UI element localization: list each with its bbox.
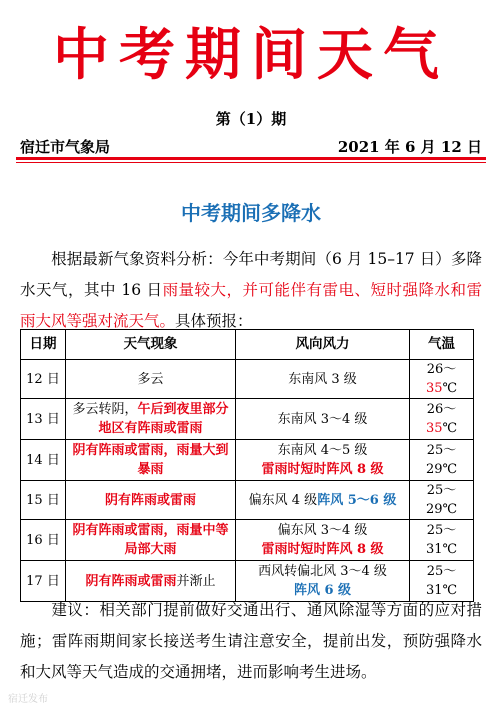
intro-highlight: 雨量较大，并可能伴有雷电、短时强降水和雷雨大风等强对流天气。 [20, 281, 483, 330]
cell-date: 16 日 [21, 520, 66, 561]
cell-wind [236, 440, 410, 481]
temp-high: 35 [425, 381, 443, 396]
col-date-header: 日期 [21, 330, 66, 360]
cell-wind [236, 520, 410, 561]
temp-unit: ℃ [442, 381, 458, 396]
forecast-table [20, 329, 474, 602]
wind-gust: 雷雨时短时阵风 8 级 [261, 542, 384, 557]
wind-main: 西风转偏北风 3～4 级 [258, 564, 387, 579]
cell-date: 12 日 [21, 360, 66, 399]
temp-unit: ℃ [442, 502, 458, 517]
wind-main: 东南风 4～5 级 [277, 443, 368, 458]
cell-weather [66, 520, 236, 561]
publisher-line [20, 136, 482, 157]
weather-highlight: 阴有阵雨或雷雨，雨量大到暴雨 [72, 443, 229, 477]
advice-paragraph [20, 595, 482, 688]
wind-main: 东南风 3～4 级 [277, 411, 368, 427]
intro-part3: 具体预报： [175, 312, 253, 330]
temp-unit: ℃ [442, 542, 458, 557]
table-row [21, 481, 474, 520]
publisher: 宿迁市气象局 [20, 138, 111, 156]
cell-temp [410, 360, 474, 399]
cell-temp [410, 440, 474, 481]
headline: 中考期间多降水 [181, 201, 321, 225]
cell-weather [66, 440, 236, 481]
wind-main: 偏东风 4 级 [248, 492, 318, 508]
cell-weather [66, 360, 236, 399]
table-header-row [21, 330, 474, 360]
weather-highlight: 阴有阵雨或雷雨 [104, 492, 196, 508]
temp-low: 25～29 [425, 483, 457, 517]
advice-text: 建议：相关部门提前做好交通出行、通风除湿等方面的应对措施；雷阵雨期间家长接送考生请注意安全，提前出发，预防强降水和大风等天气造成的交通拥堵，进而影响考生进场。 [20, 601, 482, 681]
cell-temp [410, 520, 474, 561]
issue-date: 2021 年 6 月 12 日 [337, 138, 482, 156]
cell-date: 14 日 [21, 440, 66, 481]
intro-part1: 根据最新气象资料分析：今年中考期间（6 月 15–17 日）多降水天气，其中 16 日 [20, 250, 482, 299]
header-rule-thick [16, 157, 486, 160]
temp-unit: ℃ [442, 462, 458, 477]
cell-date: 15 日 [21, 481, 66, 520]
temp-low: 25～31 [425, 564, 457, 598]
weather-plain: 多云转阴， [72, 402, 138, 417]
temp-unit: ℃ [442, 421, 458, 436]
temp-low: 26～ [426, 362, 457, 377]
temp-low: 26～ [426, 402, 457, 417]
cell-temp [410, 399, 474, 440]
weather-highlight: 午后到夜里部分地区有阵雨或雷雨 [98, 402, 229, 436]
col-weather-header: 天气现象 [66, 330, 236, 360]
weather-tail: 并渐止 [176, 573, 216, 589]
wind-gust: 阵风 6 级 [293, 583, 352, 598]
table-row [21, 440, 474, 481]
weather-plain: 多云 [137, 371, 164, 387]
cell-date: 13 日 [21, 399, 66, 440]
cell-weather [66, 399, 236, 440]
cell-temp [410, 481, 474, 520]
wind-main: 东南风 3 级 [288, 371, 357, 387]
issue-number: 第（1）期 [215, 110, 287, 128]
temp-low: 25～29 [425, 443, 457, 477]
cell-weather [66, 481, 236, 520]
wind-gust: 阵风 5～6 级 [317, 492, 397, 508]
table-row [21, 360, 474, 399]
col-temp-header: 气温 [410, 330, 474, 360]
temp-low: 25～31 [425, 523, 457, 557]
cell-wind [236, 481, 410, 520]
masthead-title: 中考期间天气 [53, 22, 449, 88]
wind-gust: 雷雨时短时阵风 8 级 [261, 462, 384, 477]
table-row [21, 399, 474, 440]
weather-highlight: 阴有阵雨或雷雨，雨量中等局部大雨 [72, 523, 229, 557]
intro-paragraph [20, 244, 482, 337]
col-wind-header: 风向风力 [236, 330, 410, 360]
temp-high: 35 [425, 421, 443, 436]
temp-unit: ℃ [442, 583, 458, 598]
cell-wind [236, 399, 410, 440]
table-row [21, 520, 474, 561]
cell-date: 17 日 [21, 561, 66, 602]
wind-main: 偏东风 3～4 级 [277, 523, 368, 538]
header-rule-thin [16, 162, 486, 163]
cell-wind [236, 360, 410, 399]
watermark: 宿迁发布 [8, 694, 48, 705]
weather-highlight: 阴有阵雨或雷雨 [85, 573, 177, 589]
